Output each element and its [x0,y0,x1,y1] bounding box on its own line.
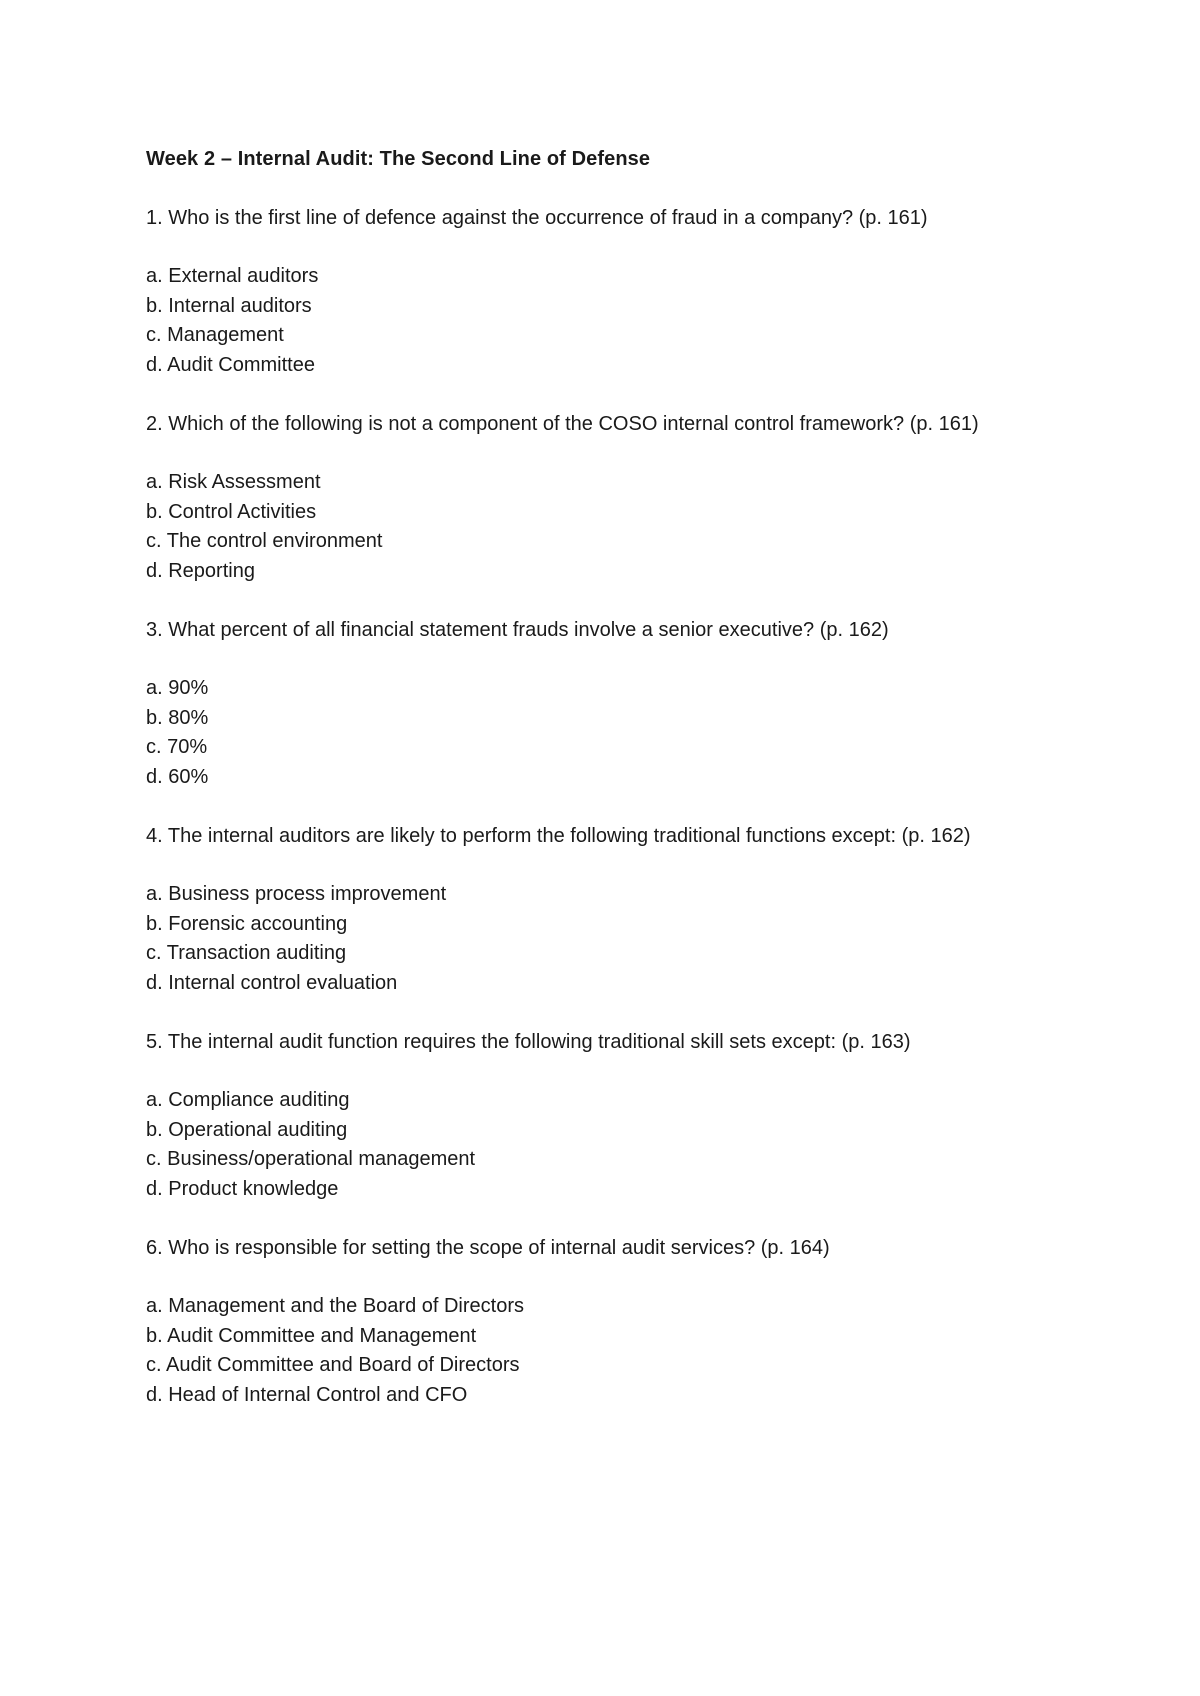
question-5 [146,1027,1046,1204]
answer-option: a. 90% [146,677,209,699]
answer-option: d. 60% [146,765,209,788]
answer-options [146,1086,1046,1204]
question-text: 5. The internal audit function requires the following traditional skill sets except: (p. 163) [146,1031,911,1053]
answer-options [146,468,1046,586]
question-text: 1. Who is the first line of defence against the occurrence of fraud in a company? (p. 161) [146,207,928,229]
answer-option: d. Audit Committee [146,353,315,376]
answer-option: c. Management [146,324,284,346]
question-3 [146,615,1046,792]
answer-option: a. External auditors [146,265,319,287]
answer-option: a. Risk Assessment [146,471,321,493]
answer-option: c. Transaction auditing [146,942,347,964]
answer-options [146,1292,1046,1410]
answer-option: c. 70% [146,736,208,758]
answer-option: b. 80% [146,706,209,729]
question-text: 2. Which of the following is not a component of the COSO internal control framework? (p. 161) [146,413,979,435]
question-6 [146,1233,1046,1410]
answer-option: b. Forensic accounting [146,912,348,935]
question-1 [146,203,1046,380]
answer-option: a. Compliance auditing [146,1089,350,1111]
answer-options [146,262,1046,380]
answer-option: b. Audit Committee and Management [146,1324,477,1347]
answer-options [146,674,1046,792]
answer-options [146,880,1046,998]
question-4 [146,821,1046,998]
answer-option: c. Business/operational management [146,1148,476,1170]
document-page [146,144,1046,1439]
answer-option: a. Management and the Board of Directors [146,1295,524,1317]
question-text: 3. What percent of all financial statement frauds involve a senior executive? (p. 162) [146,619,889,641]
question-text: 6. Who is responsible for setting the scope of internal audit services? (p. 164) [146,1237,830,1259]
answer-option: c. Audit Committee and Board of Directors [146,1354,520,1376]
document-title: Week 2 – Internal Audit: The Second Line of Defense [146,148,651,170]
question-2 [146,409,1046,586]
answer-option: b. Internal auditors [146,294,312,317]
answer-option: d. Product knowledge [146,1177,339,1200]
answer-option: b. Control Activities [146,500,317,523]
answer-option: d. Internal control evaluation [146,971,398,994]
answer-option: a. Business process improvement [146,883,447,905]
answer-option: d. Head of Internal Control and CFO [146,1383,468,1406]
answer-option: d. Reporting [146,559,255,582]
answer-option: c. The control environment [146,530,383,552]
question-text: 4. The internal auditors are likely to perform the following traditional functions except: (p. 162) [146,825,971,847]
answer-option: b. Operational auditing [146,1118,348,1141]
